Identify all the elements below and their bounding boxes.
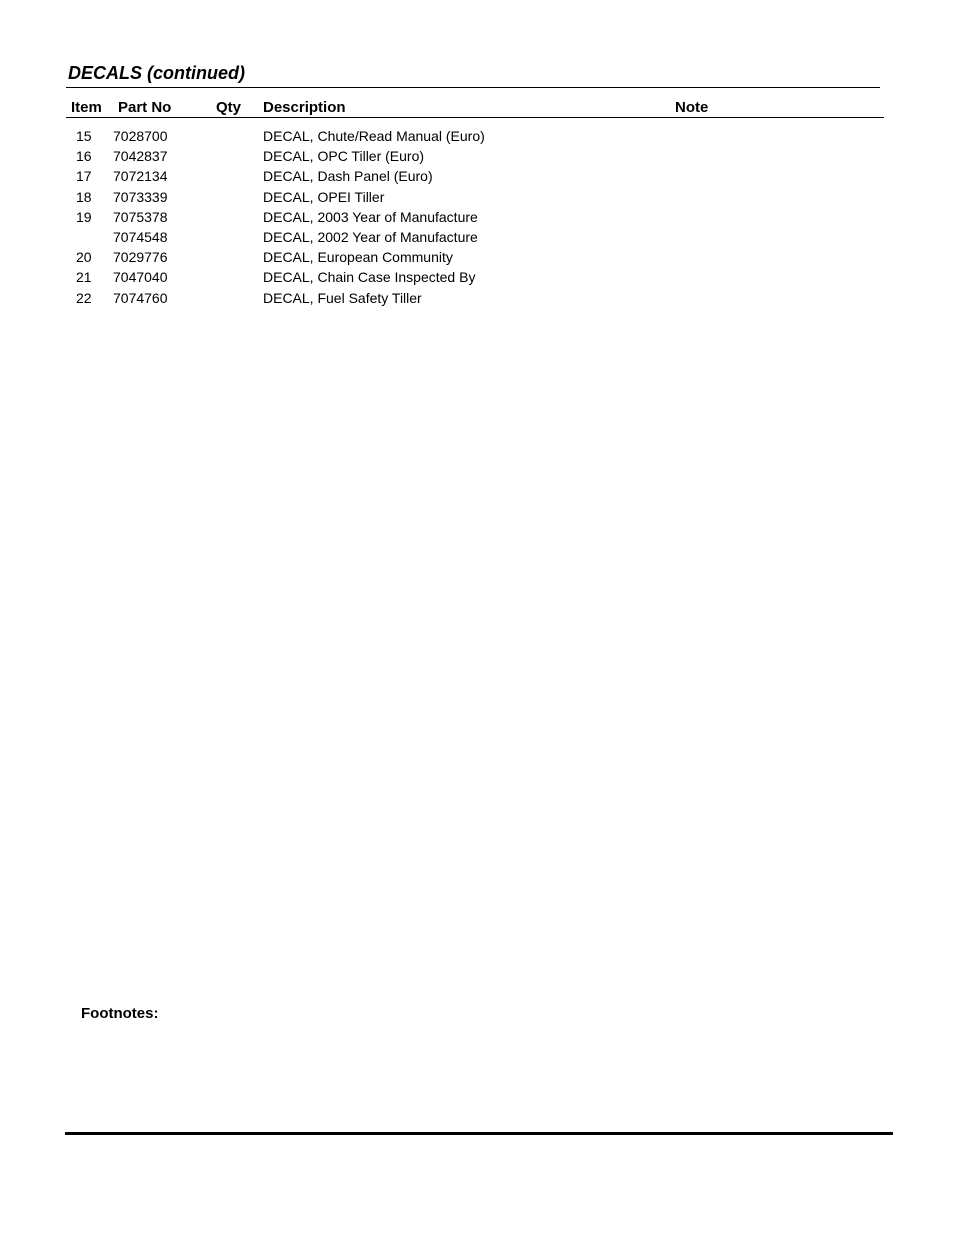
- table-row: [0, 267, 954, 287]
- row-part-no: 7074548: [113, 228, 168, 245]
- table-row: [0, 247, 954, 267]
- row-part-no: 7042837: [113, 148, 168, 165]
- header-part-no: Part No: [118, 99, 172, 116]
- row-item: 15: [76, 128, 92, 144]
- row-part-no: 7074760: [113, 289, 168, 306]
- table-row: [0, 288, 954, 308]
- header-qty: Qty: [216, 99, 242, 116]
- table-row: [0, 126, 954, 146]
- section-title: DECALS (continued): [68, 63, 245, 83]
- header-item: Item: [71, 99, 102, 116]
- header-divider: [66, 117, 884, 118]
- row-part-no: 7072134: [113, 168, 168, 185]
- page-bottom-divider: [65, 1132, 893, 1135]
- table-header: [0, 99, 954, 117]
- row-part-no: 7075378: [113, 208, 168, 225]
- row-description: DECAL, Chute/Read Manual (Euro): [263, 128, 485, 144]
- header-description: Description: [263, 99, 346, 116]
- row-description: DECAL, 2003 Year of Manufacture: [263, 208, 478, 225]
- row-description: DECAL, 2002 Year of Manufacture: [263, 228, 478, 245]
- table-row: [0, 166, 954, 186]
- row-description: DECAL, OPEI Tiller: [263, 188, 385, 205]
- row-item: 22: [76, 289, 92, 306]
- row-item: 19: [76, 208, 92, 225]
- row-description: DECAL, Dash Panel (Euro): [263, 168, 433, 185]
- row-item: 16: [76, 148, 92, 165]
- footnotes-label: Footnotes:: [81, 1005, 159, 1022]
- parts-table-body: [0, 126, 954, 308]
- table-row: [0, 146, 954, 166]
- row-description: DECAL, OPC Tiller (Euro): [263, 148, 425, 165]
- row-item: 17: [76, 168, 92, 185]
- row-description: DECAL, Fuel Safety Tiller: [263, 289, 422, 306]
- row-description: DECAL, Chain Case Inspected By: [263, 269, 476, 286]
- table-row: [0, 227, 954, 247]
- row-part-no: 7028700: [113, 128, 168, 144]
- row-part-no: 7073339: [113, 188, 168, 205]
- row-item: 21: [76, 269, 92, 286]
- row-item: 18: [76, 188, 92, 205]
- row-item: 20: [76, 249, 92, 266]
- table-row: [0, 207, 954, 227]
- row-description: DECAL, European Community: [263, 249, 453, 266]
- title-divider: [66, 87, 880, 88]
- row-part-no: 7029776: [113, 249, 168, 266]
- row-part-no: 7047040: [113, 269, 168, 286]
- header-note: Note: [675, 99, 709, 116]
- table-row: [0, 187, 954, 207]
